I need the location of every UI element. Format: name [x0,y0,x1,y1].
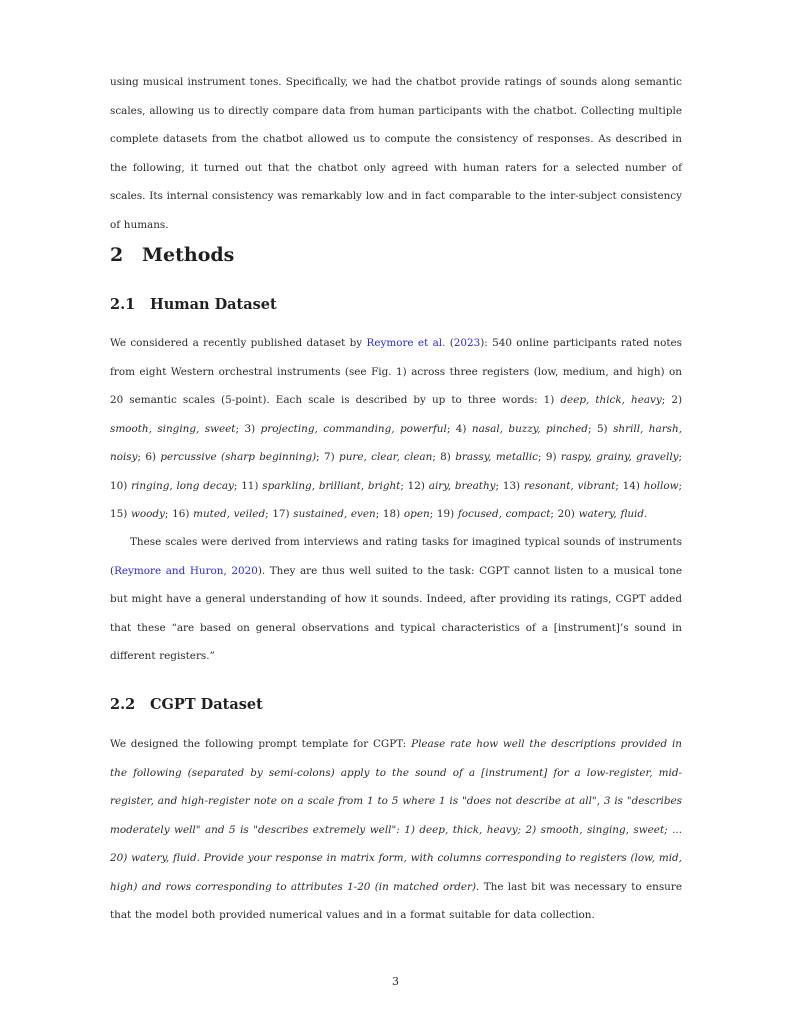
subsection-title: Human Dataset [150,296,277,313]
human-dataset-paragraph: We considered a recently published dataset by Reymore et al. (2023): 540 online participants rated notes from eight Western orchestral instruments (see Fig. 1) across three registers (low, medium, and high) on 20 semantic scales (5-point). Each scale is described by up to three words: 1) deep, thick, heavy; 2) smooth, singing, sweet; 3) projecting, commanding, powerful; 4) nasal, buzzy, pinched; 5) shrill, harsh, noisy; 6) percussive (sharp beginning); 7) pure, clear, clean; 8) brassy, metallic; 9) raspy, grainy, gravelly; 10) ringing, long decay; 11) sparkling, brilliant, bright; 12) airy, breathy; 13) resonant, vibrant; 14) hollow; 15) woody; 16) muted, veiled; 17) sustained, even; 18) open; 19) focused, compact; 20) watery, fluid. [110,337,683,520]
citation-link-year-2023[interactable]: 2023 [453,337,481,349]
section-heading-methods [110,244,234,266]
citation-link-reymore-2023[interactable]: Reymore et al. [366,337,446,349]
citation-link-reymore-huron-2020[interactable]: Reymore and Huron, 2020 [114,564,258,577]
subsection-number: 2.2 [110,696,136,713]
page-number: 3 [392,975,399,988]
subsection-heading-cgpt-dataset [110,696,263,713]
subsection-heading-human-dataset [110,296,277,313]
intro-paragraph: using musical instrument tones. Specifically, we had the chatbot provide ratings of sounds along semantic scales, allowing us to directly compare data from human participants with the chatbot. Collecting multiple complete datasets from the chatbot allowed us to compute the consistency of responses. As described in the following, it turned out that the chatbot only agreed with human raters for a selected number of scales. Its internal consistency was remarkably low and in fact comparable to the inter-subject consistency of humans. [110,76,682,231]
subsection-number: 2.1 [110,296,136,313]
prompt-template: Please rate how well the descriptions provided in the following (separated by semi-colons) apply to the sound of a [instrument] for a low-register, mid-register, and high-register note on a scale from 1 to 5 where 1 is "does not describe at all", 3 is "describes moderately well" and 5 is "describes extremely well": 1) deep, thick, heavy; 2) smooth, singing, sweet; ... 20) watery, fluid. Provide your response in matrix form, with columns corresponding to registers (low, mid, high) and rows corresponding to attributes 1-20 (in matched order). [110,738,682,893]
section-number: 2 [110,244,124,266]
cgpt-dataset-paragraph: We designed the following prompt template for CGPT: Please rate how well the descriptions provided in the following (separated by semi-colons) apply to the sound of a [instrument] for a low-register, mid-register, and high-register note on a scale from 1 to 5 where 1 is "does not describe at all", 3 is "describes moderately well" and 5 is "describes extremely well": 1) deep, thick, heavy; 2) smooth, singing, sweet; ... 20) watery, fluid. Provide your response in matrix form, with columns corresponding to registers (low, mid, high) and rows corresponding to attributes 1-20 (in matched order). The last bit was necessary to ensure that the model both provided numerical values and in a format suitable for data collection. [110,738,682,921]
section-title: Methods [142,244,235,266]
subsection-title: CGPT Dataset [150,696,263,713]
scales-origin-paragraph: These scales were derived from interviews and rating tasks for imagined typical sounds of instruments (Reymore and Huron, 2020). They are thus well suited to the task: CGPT cannot listen to a musical tone but might have a general understanding of how it sounds. Indeed, after providing its ratings, CGPT added that these “are based on general observations and typical characteristics of a [instrument]’s sound in different registers.” [110,536,682,662]
